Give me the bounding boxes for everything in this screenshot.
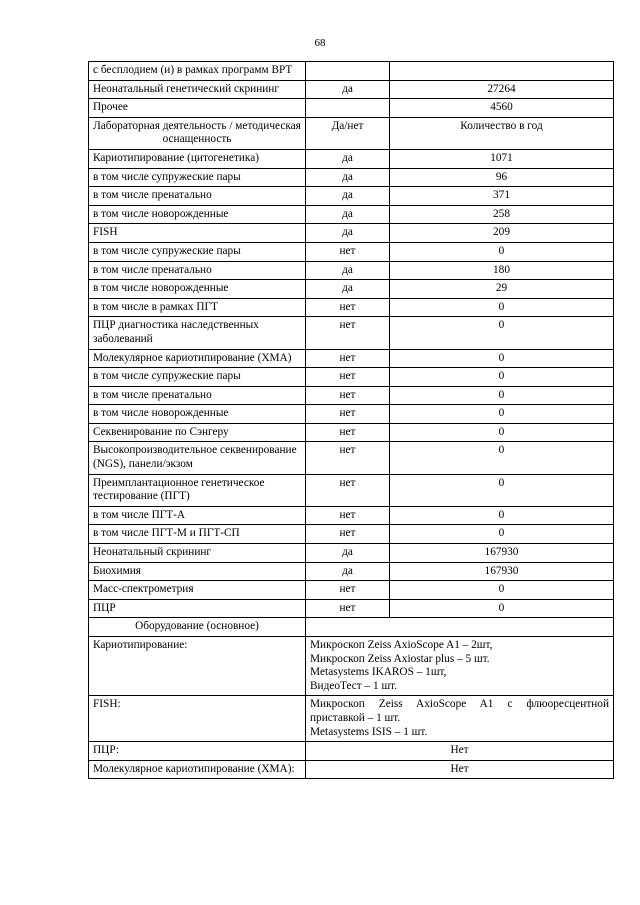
equipment-value-line: Микроскоп Zeiss Axiostar plus – 5 шт.	[310, 652, 490, 665]
row-count: 27264	[390, 80, 614, 99]
table-row	[89, 168, 614, 187]
row-yes-no: нет	[306, 474, 390, 506]
equipment-header-row	[89, 618, 614, 637]
row-label: в том числе пренатально	[89, 386, 306, 405]
table-row	[89, 80, 614, 99]
row-count: 0	[390, 349, 614, 368]
table-row	[89, 205, 614, 224]
row-yes-no: да	[306, 149, 390, 168]
row-yes-no: нет	[306, 423, 390, 442]
row-count: 371	[390, 187, 614, 206]
row-yes-no: нет	[306, 317, 390, 349]
row-label: в том числе пренатально	[89, 187, 306, 206]
page-number: 68	[314, 37, 326, 49]
row-count: 1071	[390, 149, 614, 168]
equipment-label: FISH:	[89, 696, 306, 742]
row-count: 96	[390, 168, 614, 187]
equipment-header: Оборудование (основное)	[89, 618, 306, 637]
row-label: Кариотипирование (цитогенетика)	[89, 149, 306, 168]
row-yes-no: да	[306, 187, 390, 206]
table-row	[89, 581, 614, 600]
row-yes-no: Да/нет	[306, 117, 390, 149]
row-label: с бесплодием (и) в рамках программ ВРТ	[89, 62, 306, 81]
row-label: Неонатальный скрининг	[89, 544, 306, 563]
row-count: 0	[390, 405, 614, 424]
row-label: в том числе в рамках ПГТ	[89, 298, 306, 317]
row-label: Секвенирование по Сэнгеру	[89, 423, 306, 442]
row-count: 0	[390, 317, 614, 349]
row-count: 4560	[390, 99, 614, 118]
row-label: в том числе ПГТ-М и ПГТ-СП	[89, 525, 306, 544]
row-yes-no: нет	[306, 442, 390, 474]
row-yes-no: нет	[306, 349, 390, 368]
equipment-value-line: Нет	[450, 744, 469, 757]
table-row	[89, 525, 614, 544]
row-yes-no: нет	[306, 525, 390, 544]
table-row	[89, 298, 614, 317]
row-label: в том числе новорожденные	[89, 205, 306, 224]
row-label: Преимплантационное генетическое тестирование (ПГТ)	[89, 474, 306, 506]
equipment-value-line: Микроскоп Zeiss AxioScope A1 с флюоресцентной приставкой – 1 шт.	[310, 698, 609, 724]
equipment-value-line: ВидеоТест – 1 шт.	[310, 679, 398, 692]
table-row	[89, 423, 614, 442]
table-row	[89, 544, 614, 563]
equipment-value	[306, 696, 614, 742]
row-count: 0	[390, 442, 614, 474]
table-row	[89, 242, 614, 261]
equipment-row	[89, 637, 614, 696]
equipment-value-line: Metasystems IKAROS – 1шт,	[310, 666, 447, 679]
table-row	[89, 261, 614, 280]
row-count: Количество в год	[390, 117, 614, 149]
table-row	[89, 62, 614, 81]
row-yes-no	[306, 99, 390, 118]
row-label: FISH	[89, 224, 306, 243]
lab-activity-table	[88, 61, 614, 779]
row-count: 29	[390, 280, 614, 299]
table-header-row	[89, 117, 614, 149]
equipment-value	[306, 760, 614, 779]
row-label: в том числе супружеские пары	[89, 168, 306, 187]
row-label: Прочее	[89, 99, 306, 118]
equipment-row	[89, 742, 614, 761]
equipment-value-line: Metasystems ISIS – 1 шт.	[310, 725, 428, 738]
table-row	[89, 317, 614, 349]
row-label: в том числе новорожденные	[89, 405, 306, 424]
row-count: 180	[390, 261, 614, 280]
row-yes-no	[306, 62, 390, 81]
row-label: Высокопроизводительное секвенирование (NGS), панели/экзом	[89, 442, 306, 474]
row-yes-no: нет	[306, 386, 390, 405]
table-row	[89, 599, 614, 618]
row-count: 0	[390, 506, 614, 525]
row-label: в том числе ПГТ-А	[89, 506, 306, 525]
equipment-value	[306, 742, 614, 761]
row-yes-no: нет	[306, 368, 390, 387]
row-yes-no: да	[306, 562, 390, 581]
table-row	[89, 187, 614, 206]
table-row	[89, 280, 614, 299]
table-row	[89, 474, 614, 506]
row-count: 0	[390, 525, 614, 544]
row-count: 0	[390, 474, 614, 506]
equipment-label: Молекулярное кариотипирование (ХМА):	[89, 760, 306, 779]
table-row	[89, 386, 614, 405]
row-count: 167930	[390, 544, 614, 563]
row-label: Биохимия	[89, 562, 306, 581]
table-row	[89, 405, 614, 424]
row-count: 0	[390, 599, 614, 618]
table-row	[89, 99, 614, 118]
equipment-header-empty	[306, 618, 614, 637]
table-row	[89, 349, 614, 368]
equipment-value-line: Микроскоп Zeiss AxioScope A1 – 2шт,	[310, 639, 493, 651]
row-yes-no: нет	[306, 599, 390, 618]
row-count: 258	[390, 205, 614, 224]
equipment-value-line: Нет	[450, 762, 469, 775]
row-label: Неонатальный генетический скрининг	[89, 80, 306, 99]
equipment-label: ПЦР:	[89, 742, 306, 761]
row-count: 209	[390, 224, 614, 243]
row-yes-no: да	[306, 80, 390, 99]
row-label: Лабораторная деятельность / методическая оснащенность	[89, 117, 306, 149]
table-row	[89, 149, 614, 168]
row-yes-no: да	[306, 261, 390, 280]
row-label: Масс-спектрометрия	[89, 581, 306, 600]
table-row	[89, 506, 614, 525]
row-count: 0	[390, 298, 614, 317]
row-label: в том числе пренатально	[89, 261, 306, 280]
row-label: в том числе супружеские пары	[89, 242, 306, 261]
table-row	[89, 368, 614, 387]
row-label: ПЦР диагностика наследственных заболеваний	[89, 317, 306, 349]
row-yes-no: нет	[306, 506, 390, 525]
row-yes-no: да	[306, 205, 390, 224]
row-count: 0	[390, 581, 614, 600]
equipment-row	[89, 760, 614, 779]
equipment-value	[306, 637, 614, 696]
equipment-row	[89, 696, 614, 742]
row-label: в том числе новорожденные	[89, 280, 306, 299]
row-yes-no: да	[306, 168, 390, 187]
row-yes-no: да	[306, 544, 390, 563]
row-label: Молекулярное кариотипирование (ХМА)	[89, 349, 306, 368]
row-yes-no: нет	[306, 242, 390, 261]
row-yes-no: нет	[306, 405, 390, 424]
row-yes-no: нет	[306, 581, 390, 600]
row-yes-no: да	[306, 224, 390, 243]
row-label: в том числе супружеские пары	[89, 368, 306, 387]
table-row	[89, 562, 614, 581]
equipment-label: Кариотипирование:	[89, 637, 306, 696]
row-count: 167930	[390, 562, 614, 581]
row-count	[390, 62, 614, 81]
row-yes-no: нет	[306, 298, 390, 317]
row-yes-no: да	[306, 280, 390, 299]
row-count: 0	[390, 368, 614, 387]
table-row	[89, 224, 614, 243]
row-label: ПЦР	[89, 599, 306, 618]
table-row	[89, 442, 614, 474]
row-count: 0	[390, 423, 614, 442]
row-count: 0	[390, 386, 614, 405]
row-count: 0	[390, 242, 614, 261]
